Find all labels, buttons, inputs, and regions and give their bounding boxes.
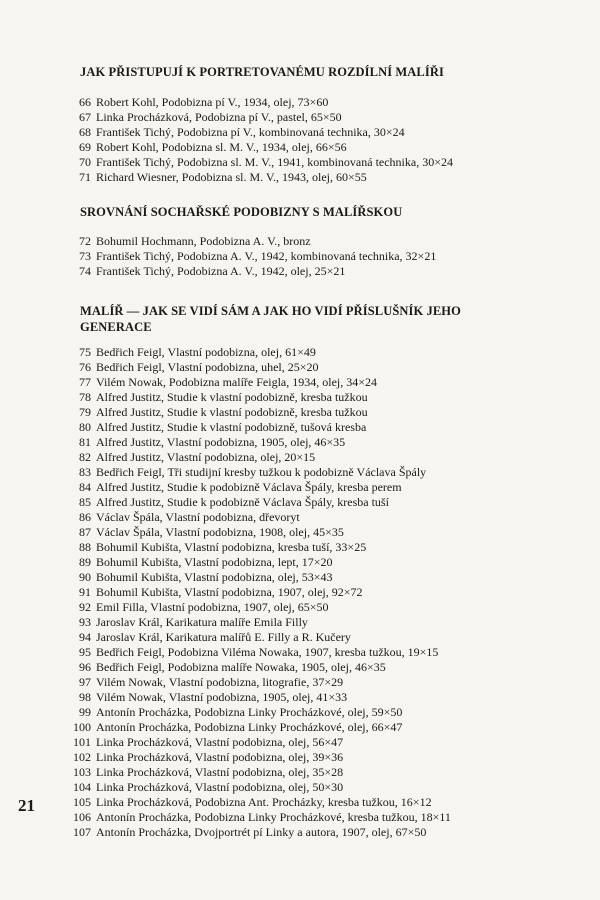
catalogue-entry — [0, 675, 600, 690]
entry-text: Emil Filla, Vlastní podobizna, 1907, olej, 65×50 — [96, 600, 329, 614]
catalogue-entry — [0, 405, 600, 420]
entry-number: 105 — [73, 795, 91, 809]
entry-number: 89 — [79, 555, 91, 569]
catalogue-entry — [0, 420, 600, 435]
entry-text: Bohumil Kubišta, Vlastní podobizna, 1907, olej, 92×72 — [96, 585, 363, 599]
entry-number: 100 — [73, 720, 91, 734]
entry-number: 79 — [79, 405, 91, 419]
entry-text: Alfred Justitz, Studie k vlastní podobizně, kresba tužkou — [96, 405, 368, 419]
entry-number: 71 — [79, 170, 91, 184]
entry-number: 84 — [79, 480, 91, 494]
entry-number: 77 — [79, 375, 91, 389]
entry-number: 107 — [73, 825, 91, 839]
catalogue-entry — [0, 249, 600, 264]
catalogue-entry — [0, 465, 600, 480]
entry-text: Bohumil Hochmann, Podobizna A. V., bronz — [96, 234, 311, 248]
entry-number: 83 — [79, 465, 91, 479]
entry-number: 80 — [79, 420, 91, 434]
entry-text: Bohumil Kubišta, Vlastní podobizna, kresba tuší, 33×25 — [96, 540, 367, 554]
entry-number: 73 — [79, 249, 91, 263]
catalogue-entry — [0, 125, 600, 140]
entry-number: 81 — [79, 435, 91, 449]
entry-number: 76 — [79, 360, 91, 374]
entry-number: 94 — [79, 630, 91, 644]
entry-text: Alfred Justitz, Studie k vlastní podobizně, kresba tužkou — [96, 390, 368, 404]
entry-text: Bedřich Feigl, Vlastní podobizna, uhel, 25×20 — [96, 360, 319, 374]
entry-number: 72 — [79, 234, 91, 248]
catalogue-entry — [0, 720, 600, 735]
entry-number: 85 — [79, 495, 91, 509]
entry-text: Bohumil Kubišta, Vlastní podobizna, lept, 17×20 — [96, 555, 333, 569]
entry-text: Alfred Justitz, Studie k podobizně Václava Špály, kresba tuší — [96, 495, 389, 509]
catalogue-entry — [0, 140, 600, 155]
catalogue-entry — [0, 170, 600, 185]
entry-text: Linka Procházková, Vlastní podobizna, olej, 50×30 — [96, 780, 344, 794]
entry-text: Václav Špála, Vlastní podobizna, dřevoryt — [96, 510, 300, 524]
catalogue-entry — [0, 375, 600, 390]
entry-number: 97 — [79, 675, 91, 689]
catalogue-entry — [0, 615, 600, 630]
catalogue-entry — [0, 825, 600, 840]
entry-number: 96 — [79, 660, 91, 674]
catalogue-entry — [0, 795, 600, 810]
catalogue-entry — [0, 95, 600, 110]
catalogue-entry — [0, 510, 600, 525]
entry-number: 92 — [79, 600, 91, 614]
catalogue-entry — [0, 540, 600, 555]
entry-text: Linka Procházková, Vlastní podobizna, olej, 39×36 — [96, 750, 344, 764]
entry-number: 90 — [79, 570, 91, 584]
section-list-1 — [0, 95, 600, 185]
entry-number: 68 — [79, 125, 91, 139]
entry-number: 69 — [79, 140, 91, 154]
entry-text: Antonín Procházka, Dvojportrét pí Linky a autora, 1907, olej, 67×50 — [96, 825, 427, 839]
entry-text: Bedřich Feigl, Podobizna Viléma Nowaka, 1907, kresba tužkou, 19×15 — [96, 645, 439, 659]
entry-number: 101 — [73, 735, 91, 749]
catalogue-entry — [0, 435, 600, 450]
entry-text: Bedřich Feigl, Podobizna malíře Nowaka, 1905, olej, 46×35 — [96, 660, 386, 674]
catalogue-entry — [0, 645, 600, 660]
entry-number: 87 — [79, 525, 91, 539]
entry-number: 86 — [79, 510, 91, 524]
catalogue-entry — [0, 264, 600, 279]
catalogue-entry — [0, 660, 600, 675]
entry-text: Alfred Justitz, Vlastní podobizna, 1905, olej, 46×35 — [96, 435, 346, 449]
entry-number: 70 — [79, 155, 91, 169]
entry-text: Bohumil Kubišta, Vlastní podobizna, olej, 53×43 — [96, 570, 333, 584]
entry-text: Robert Kohl, Podobizna pí V., 1934, olej, 73×60 — [96, 95, 329, 109]
entry-number: 75 — [79, 345, 91, 359]
catalogue-entry — [0, 450, 600, 465]
catalogue-entry — [0, 630, 600, 645]
catalogue-entry — [0, 705, 600, 720]
catalogue-entry — [0, 750, 600, 765]
entry-text: Vilém Nowak, Vlastní podobizna, 1905, olej, 41×33 — [96, 690, 348, 704]
catalogue-entry — [0, 600, 600, 615]
catalogue-entry — [0, 765, 600, 780]
entry-text: Antonín Procházka, Podobizna Linky Procházkové, kresba tužkou, 18×11 — [96, 810, 451, 824]
entry-text: Bedřich Feigl, Tři studijní kresby tužkou k podobizně Václava Špály — [96, 465, 427, 479]
entry-number: 99 — [79, 705, 91, 719]
entry-text: Linka Procházková, Vlastní podobizna, olej, 35×28 — [96, 765, 344, 779]
catalogue-entry — [0, 495, 600, 510]
catalogue-entry — [0, 780, 600, 795]
entry-text: Alfred Justitz, Studie k podobizně Václava Špály, kresba perem — [96, 480, 402, 494]
catalogue-entry — [0, 570, 600, 585]
entry-number: 66 — [79, 95, 91, 109]
catalogue-entry — [0, 585, 600, 600]
entry-number: 91 — [79, 585, 91, 599]
section-heading-1: JAK PŘISTUPUJÍ K PORTRETOVANÉMU ROZDÍLNÍ MALÍŘI — [80, 65, 444, 79]
catalogue-entry — [0, 390, 600, 405]
entry-number: 78 — [79, 390, 91, 404]
catalogue-entry — [0, 525, 600, 540]
entry-number: 67 — [79, 110, 91, 124]
catalogue-entry — [0, 234, 600, 249]
catalogue-entry — [0, 690, 600, 705]
entry-text: Linka Procházková, Podobizna pí V., pastel, 65×50 — [96, 110, 342, 124]
entry-text: Antonín Procházka, Podobizna Linky Procházkové, olej, 66×47 — [96, 720, 403, 734]
catalogue-entry — [0, 345, 600, 360]
entry-text: Bedřich Feigl, Vlastní podobizna, olej, 61×49 — [96, 345, 316, 359]
entry-number: 103 — [73, 765, 91, 779]
entry-text: Jaroslav Král, Karikatura malíře Emila Filly — [96, 615, 308, 629]
entry-text: Linka Procházková, Podobizna Ant. Procházky, kresba tužkou, 16×12 — [96, 795, 432, 809]
entry-number: 74 — [79, 264, 91, 278]
catalogue-entry — [0, 735, 600, 750]
entry-number: 95 — [79, 645, 91, 659]
catalogue-entry — [0, 110, 600, 125]
entry-text: Václav Špála, Vlastní podobizna, 1908, olej, 45×35 — [96, 525, 344, 539]
entry-number: 82 — [79, 450, 91, 464]
entry-number: 104 — [73, 780, 91, 794]
entry-text: Alfred Justitz, Vlastní podobizna, olej, 20×15 — [96, 450, 316, 464]
entry-text: Antonín Procházka, Podobizna Linky Procházkové, olej, 59×50 — [96, 705, 403, 719]
entry-number: 93 — [79, 615, 91, 629]
entry-text: Linka Procházková, Vlastní podobizna, olej, 56×47 — [96, 735, 344, 749]
entry-text: Richard Wiesner, Podobizna sl. M. V., 1943, olej, 60×55 — [96, 170, 367, 184]
catalogue-entry — [0, 555, 600, 570]
catalogue-entry — [0, 480, 600, 495]
section-heading-2: SROVNÁNÍ SOCHAŘSKÉ PODOBIZNY S MALÍŘSKOU — [80, 205, 403, 219]
page-number: 21 — [18, 796, 35, 815]
entry-text: František Tichý, Podobizna sl. M. V., 1941, kombinovaná technika, 30×24 — [96, 155, 453, 169]
entry-number: 88 — [79, 540, 91, 554]
entry-number: 102 — [73, 750, 91, 764]
entry-text: Alfred Justitz, Studie k vlastní podobizně, tušová kresba — [96, 420, 367, 434]
section-heading-3: MALÍŘ — JAK SE VIDÍ SÁM A JAK HO VIDÍ PŘÍSLUŠNÍK JEHO GENERACE — [80, 304, 461, 334]
section-list-3 — [0, 345, 600, 840]
catalogue-entry — [0, 155, 600, 170]
catalogue-entry — [0, 360, 600, 375]
section-list-2 — [0, 234, 600, 279]
entry-text: František Tichý, Podobizna A. V., 1942, olej, 25×21 — [96, 264, 346, 278]
entry-text: František Tichý, Podobizna pí V., kombinovaná technika, 30×24 — [96, 125, 405, 139]
entry-text: Vilém Nowak, Vlastní podobizna, litografie, 37×29 — [96, 675, 344, 689]
entry-number: 98 — [79, 690, 91, 704]
entry-text: František Tichý, Podobizna A. V., 1942, kombinovaná technika, 32×21 — [96, 249, 437, 263]
entry-text: Robert Kohl, Podobizna sl. M. V., 1934, olej, 66×56 — [96, 140, 347, 154]
entry-text: Jaroslav Král, Karikatura malířů E. Filly a R. Kučery — [96, 630, 351, 644]
catalogue-entry — [0, 810, 600, 825]
entry-number: 106 — [73, 810, 91, 824]
entry-text: Vilém Nowak, Podobizna malíře Feigla, 1934, olej, 34×24 — [96, 375, 377, 389]
